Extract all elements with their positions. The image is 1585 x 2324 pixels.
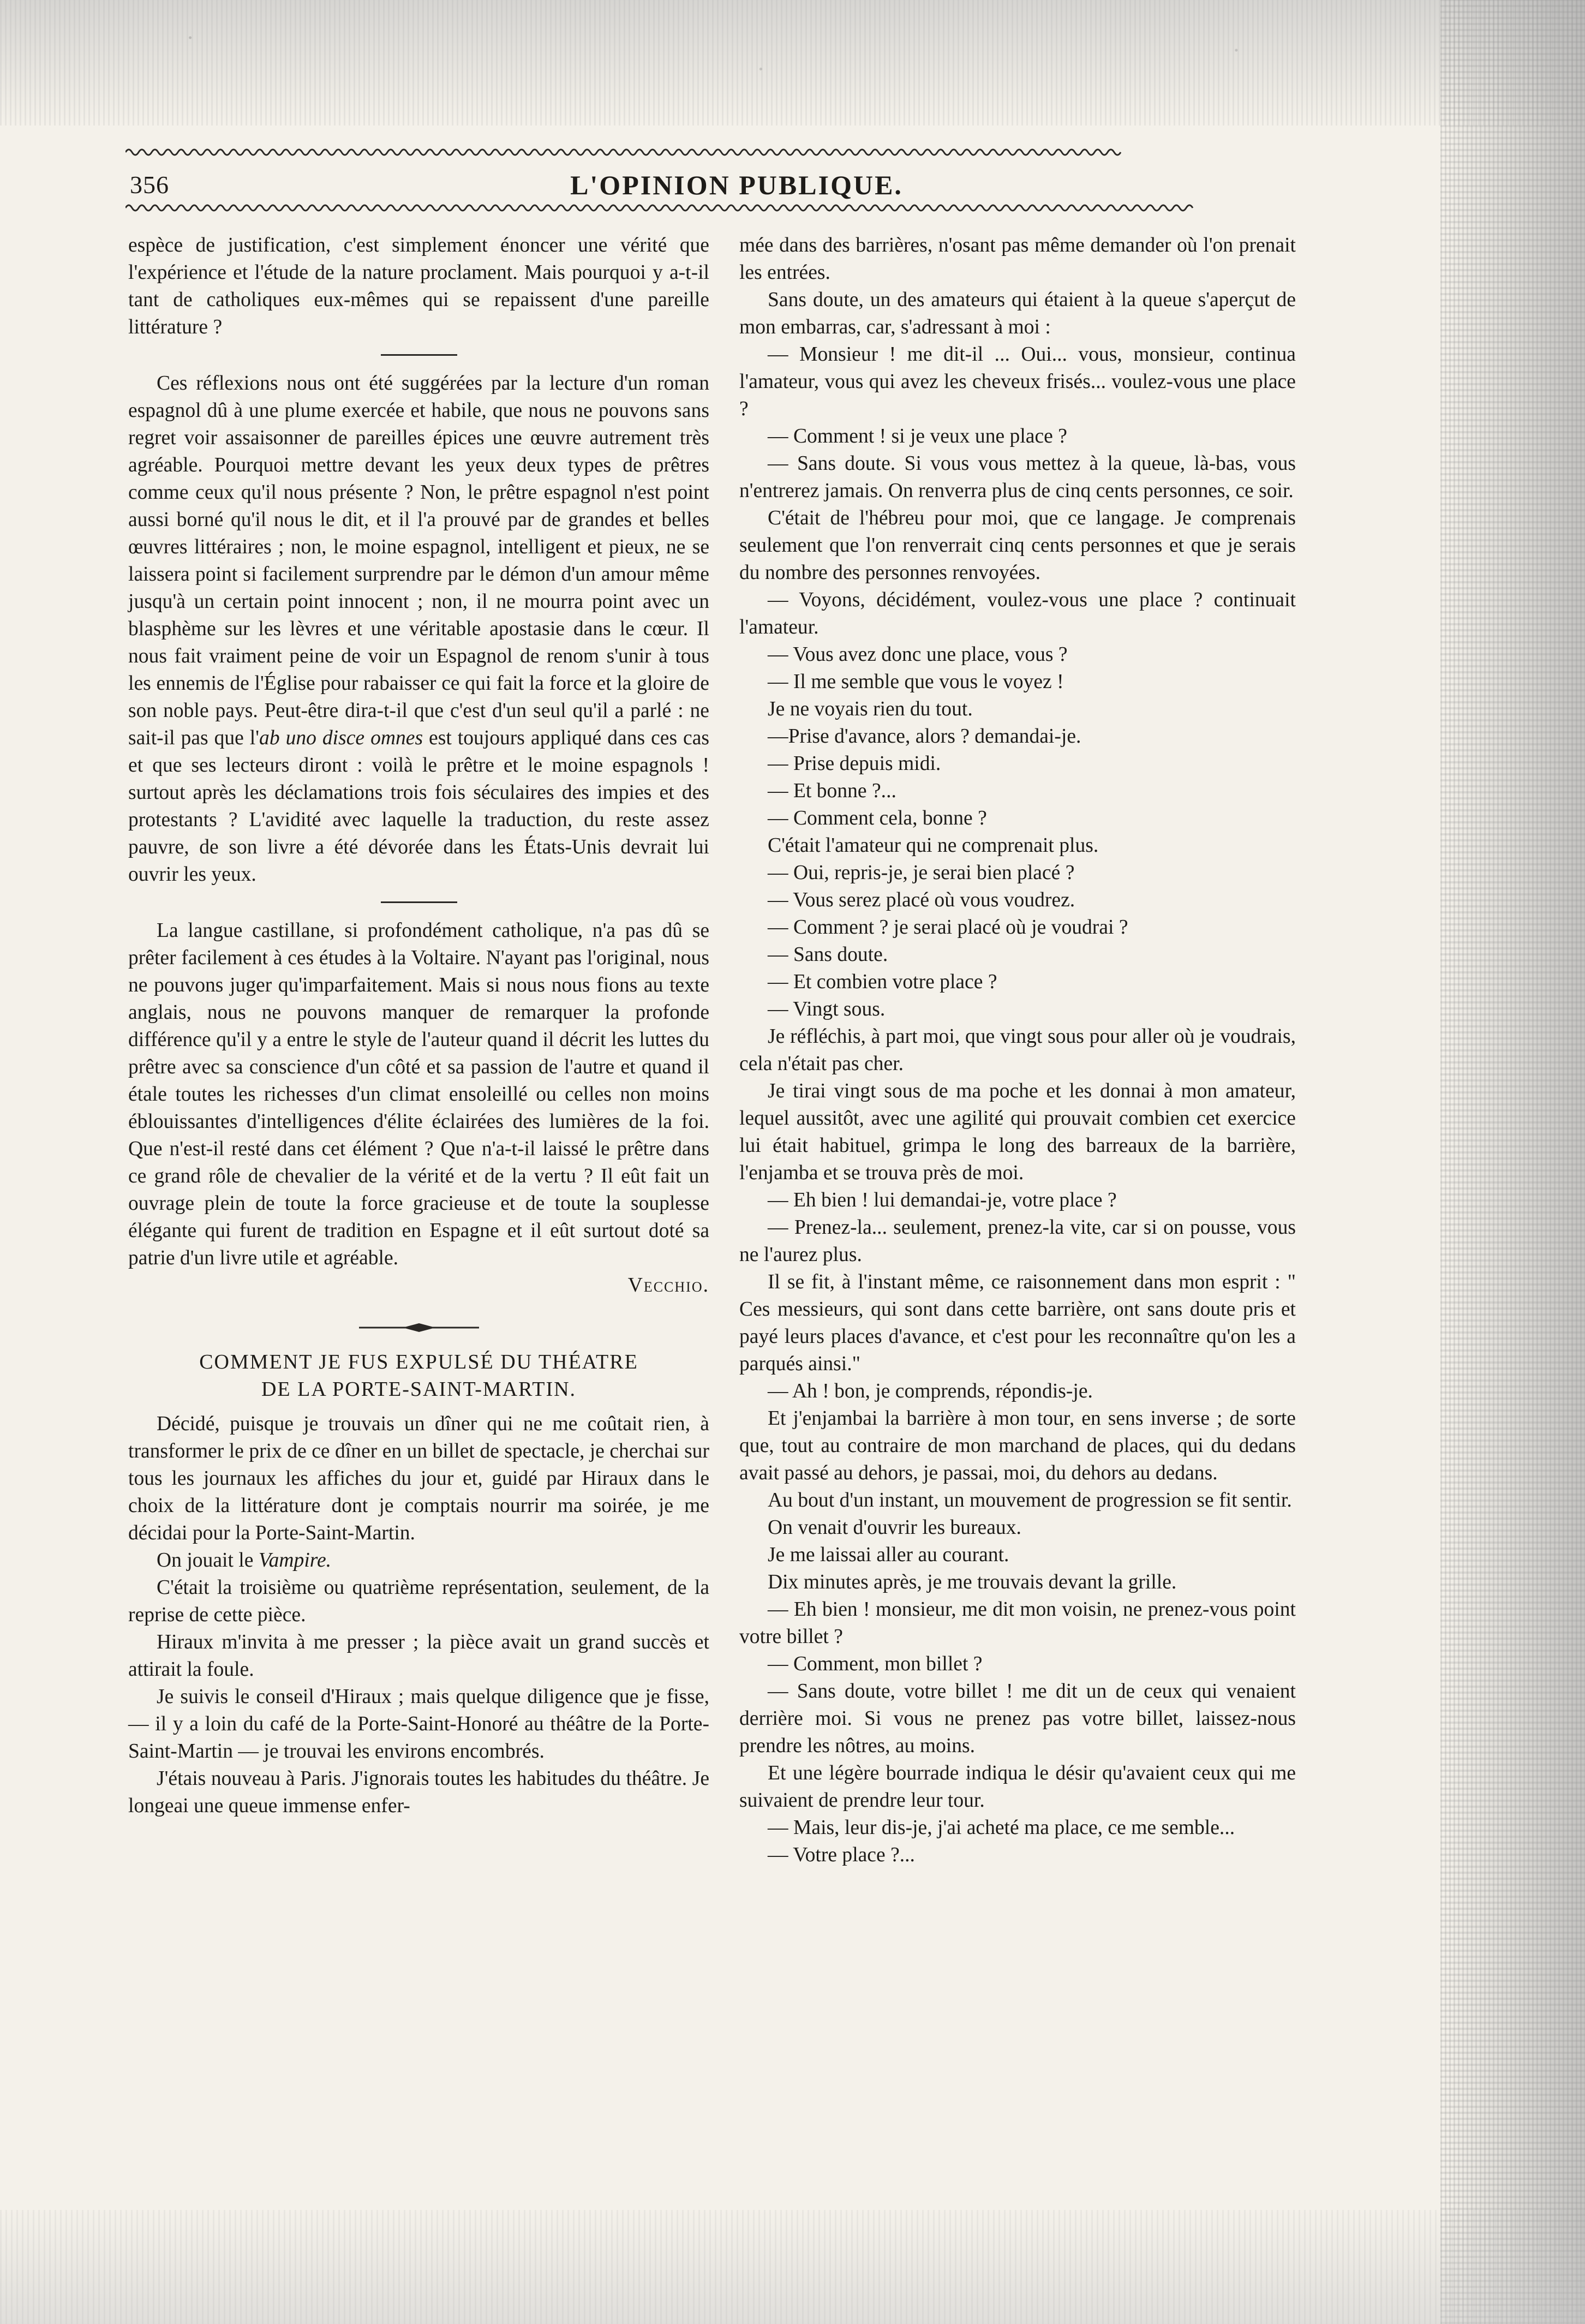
paragraph: — Sans doute, votre billet ! me dit un de ceux qui venaient derrière moi. Si vous ne prenez pas votre billet, laissez-nous prendre les nôtres, au moins.	[739, 1680, 1296, 1757]
play-title: Vampire.	[258, 1549, 332, 1572]
paragraph: — Eh bien ! monsieur, me dit mon voisin, ne prenez-vous point votre billet ?	[739, 1598, 1296, 1648]
paragraph: Et une légère bourrade indiqua le désir qu'avaient ceux qui me suivaient de prendre leur tour.	[739, 1762, 1296, 1812]
text-run: On jouait le	[157, 1549, 259, 1572]
article-title-line: COMMENT JE FUS EXPULSÉ DU THÉATRE	[199, 1351, 638, 1373]
paragraph: — Mais, leur dis-je, j'ai acheté ma place, ce me semble...	[768, 1817, 1235, 1839]
paragraph: — Comment, mon billet ?	[768, 1653, 983, 1675]
paragraph: — Vingt sous.	[768, 998, 886, 1020]
running-title: L'OPINION PUBLIQUE.	[570, 170, 903, 200]
paragraph: — Et bonne ?...	[768, 780, 896, 802]
paragraph: — Voyons, décidément, voulez-vous une place ? continuait l'amateur.	[739, 589, 1296, 638]
paragraph: J'étais nouveau à Paris. J'ignorais toutes les habitudes du théâtre. Je longeai une queue immense enfer-	[128, 1767, 709, 1817]
paragraph: — Monsieur ! me dit-il ... Oui... vous, monsieur, continua l'amateur, vous qui avez les cheveux frisés... voulez-vous une place ?	[739, 343, 1296, 420]
article-title-line: DE LA PORTE-SAINT-MARTIN.	[261, 1378, 577, 1401]
paragraph: — Comment ? je serai placé où je voudrai ?	[768, 916, 1128, 939]
paragraph: —Prise d'avance, alors ? demandai-je.	[768, 725, 1081, 748]
header-wavy-rule-bottom	[125, 202, 1293, 214]
paragraph: Au bout d'un instant, un mouvement de progression se fit sentir.	[768, 1489, 1292, 1512]
paragraph	[128, 370, 709, 888]
paragraph	[128, 1547, 709, 1574]
paragraph: Je ne voyais rien du tout.	[768, 698, 973, 720]
paragraph: Hiraux m'invita à me presser ; la pièce avait un grand succès et attirait la foule.	[128, 1631, 709, 1681]
section-separator	[381, 901, 457, 903]
article-title	[128, 1348, 709, 1403]
latin-phrase: ab uno disce omnes	[259, 727, 423, 749]
right-column	[739, 232, 1296, 1869]
paragraph: — Sans doute.	[768, 943, 888, 966]
paragraph: — Comment ! si je veux une place ?	[768, 425, 1067, 447]
paragraph: — Sans doute. Si vous vous mettez à la queue, là-bas, vous n'entrerez jamais. On renverra plus de cinq cents personnes, ce soir.	[739, 452, 1296, 502]
paragraph: C'était de l'hébreu pour moi, que ce langage. Je comprenais seulement que l'on renverrait cinq cents personnes et que je serais du nombre des personnes renvoyées.	[739, 507, 1296, 584]
paragraph: — Comment cela, bonne ?	[768, 807, 987, 829]
paragraph: Il se fit, à l'instant même, ce raisonnement dans mon esprit : " Ces messieurs, qui sont dans cette barrière, ont sans doute pris et payé leurs places d'avance, et c'est pour les reconnaître qu'on les a parqués ainsi."	[739, 1271, 1296, 1375]
paragraph: — Prise depuis midi.	[768, 752, 941, 775]
paragraph: mée dans des barrières, n'osant pas même demander où l'on prenait les entrées.	[739, 234, 1296, 284]
paragraph: La langue castillane, si profondément catholique, n'a pas dû se prêter facilement à ces études à la Voltaire. N'ayant pas l'original, nous ne pouvons juger qu'imparfaitement. Mais si nous nous fions au texte anglais, nous ne pouvons manquer de remarquer la profonde différence qu'il y a entre le style de l'auteur quand il décrit les luttes du prêtre avec sa conscience d'un côté et sa passion de l'autre et quand il étale toutes les richesses d'un climat ensoleillé ou celles non moins éblouissantes d'intelligences d'élite éclairées des lumières de la foi. Que n'est-il resté dans cet élément ? Que n'a-t-il laissé le prêtre dans ce grand rôle de chevalier de la vérité et de la vertu ? Il eût fait un ouvrage plein de toute la force gracieuse et de toute la souplesse élégante qui furent de tradition en Espagne et il eût surtout doté sa patrie d'un livre utile et agréable.	[128, 919, 709, 1269]
paragraph: Sans doute, un des amateurs qui étaient à la queue s'aperçut de mon embarras, car, s'adressant à moi :	[739, 289, 1296, 338]
paragraph: Je me laissai aller au courant.	[768, 1544, 1009, 1566]
paragraph: Je suivis le conseil d'Hiraux ; mais quelque diligence que je fisse, — il y a loin du café de la Porte-Saint-Honoré au théâtre de la Porte-Saint-Martin — je trouvai les environs encombrés.	[128, 1686, 709, 1763]
paragraph: — Ah ! bon, je comprends, répondis-je.	[768, 1380, 1093, 1402]
scan-noise-bottom	[0, 2210, 1585, 2324]
paragraph: On venait d'ouvrir les bureaux.	[768, 1516, 1021, 1539]
scan-noise-right-edge	[1440, 0, 1585, 2324]
paragraph: — Prenez-la... seulement, prenez-la vite, car si on pousse, vous ne l'aurez plus.	[739, 1216, 1296, 1266]
paragraph: Dix minutes après, je me trouvais devant la grille.	[768, 1571, 1177, 1593]
paragraph: Et j'enjambai la barrière à mon tour, en sens inverse ; de sorte que, tout au contraire de mon marchand de places, qui du dedans avait passé au dehors, je passai, moi, du dehors au dedans.	[739, 1407, 1296, 1484]
header-wavy-rule-top	[125, 146, 1293, 158]
section-separator	[381, 354, 457, 356]
paragraph: — Et combien votre place ?	[768, 971, 997, 993]
paragraph: — Il me semble que vous le voyez !	[768, 671, 1064, 693]
author-signature: Vecchio.	[627, 1274, 709, 1297]
text-run: Ces réflexions nous ont été suggérées par la lecture d'un roman espagnol dû à une plume exercée et habile, que nous ne pouvons sans regret voir assaisonner de pareilles épices une œuvre autrement très agréable. Pourquoi mettre devant les yeux deux types de prêtres comme ceux qu'il nous présente ? Non, le prêtre espagnol n'est point aussi borné qu'il nous le dit, et il l'a prouvé par de grandes et belles œuvres littéraires ; non, le moine espagnol, intelligent et pieux, ne se laissera point si facilement surprendre par le démon d'un amour même jusqu'à un certain point innocent ; non, il ne mourra point avec un blasphème sur les lèvres et une véritable apostasie dans le cœur. Il nous fait vraiment peine de voir un Espagnol de renom s'unir à tous les ennemis de l'Église pour rabaisser ce qui fait la force et la gloire de son noble pays. Peut-être dira-t-il que c'est d'un seul qu'il a parlé : ne sait-il pas que l'	[128, 372, 709, 749]
paragraph: Je tirai vingt sous de ma poche et les donnai à mon amateur, lequel aussitôt, avec une agilité qui prouvait combien cet exercice lui était habituel, grimpa le long des barreaux de la barrière, l'enjamba et se trouva près de moi.	[739, 1080, 1296, 1184]
paragraph: — Eh bien ! lui demandai-je, votre place ?	[768, 1189, 1117, 1211]
paragraph: — Oui, repris-je, je serai bien placé ?	[768, 862, 1075, 884]
page-number: 356	[130, 171, 169, 199]
paragraph: — Vous serez placé où vous voudrez.	[768, 889, 1075, 911]
left-column	[128, 232, 709, 1820]
ornament-divider-icon	[359, 1321, 479, 1334]
paragraph: espèce de justification, c'est simplement énoncer une vérité que l'expérience et l'étude de la nature proclament. Mais pourquoi y a-t-il tant de catholiques eux-mêmes qui se repaissent d'une pareille littérature ?	[128, 234, 709, 338]
paragraph: C'était la troisième ou quatrième représentation, seulement, de la reprise de cette pièce.	[128, 1576, 709, 1626]
paragraph: C'était l'amateur qui ne comprenait plus.	[768, 834, 1099, 857]
paragraph: Décidé, puisque je trouvais un dîner qui ne me coûtait rien, à transformer le prix de ce dîner en un billet de spectacle, je cherchai sur tous les journaux les affiches du jour et, guidé par Hiraux dans le choix de la littérature dont je comptais nourrir ma soirée, je me décidai pour la Porte-Saint-Martin.	[128, 1413, 709, 1544]
paragraph: — Vous avez donc une place, vous ?	[768, 643, 1068, 666]
paragraph: — Votre place ?...	[768, 1844, 915, 1866]
text-run: est toujours appliqué dans ces cas et que ses lecteurs diront : voilà le prêtre et le moine espagnols ! surtout après les déclamations trois fois séculaires des impies et des protestants ? L'avidité avec laquelle la traduction, du reste assez pauvre, de son livre a été dévorée dans les États-Unis devrait lui ouvrir les yeux.	[128, 727, 710, 886]
scan-noise-top	[0, 0, 1585, 126]
paragraph: Je réfléchis, à part moi, que vingt sous pour aller où je voudrais, cela n'était pas cher.	[739, 1025, 1296, 1075]
